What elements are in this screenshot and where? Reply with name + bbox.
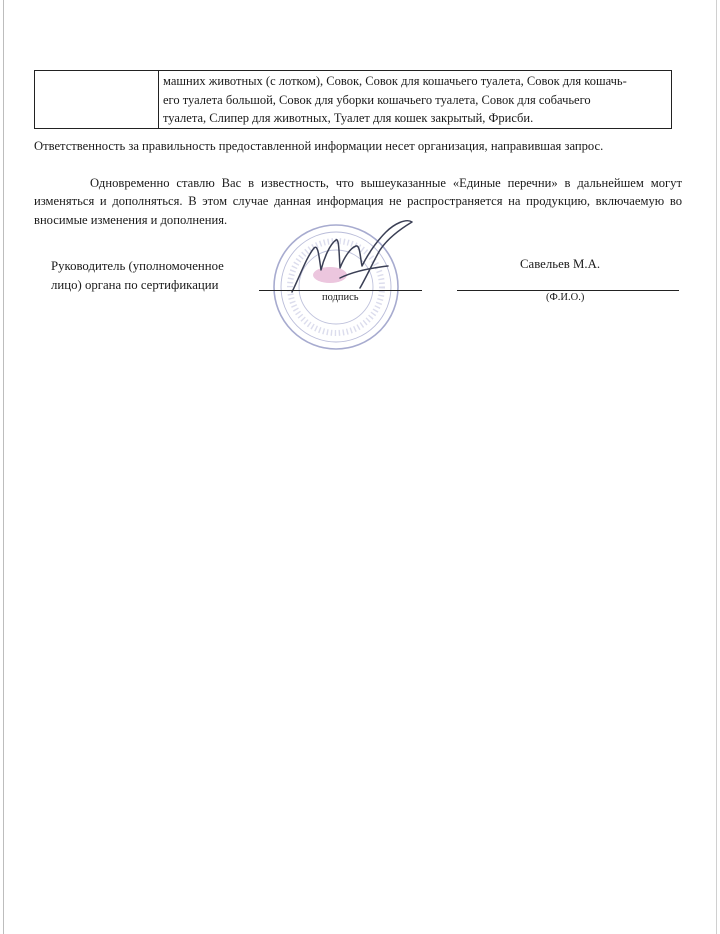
product-line: его туалета большой, Совок для уборки кошачьего туалета, Совок для собачьего: [163, 92, 591, 107]
scan-left-edge: [3, 0, 4, 934]
signature-line: [259, 290, 422, 291]
table-cell-empty: [35, 71, 159, 129]
table-row: [35, 71, 672, 129]
scan-right-edge: [716, 0, 717, 934]
name-caption: (Ф.И.О.): [546, 292, 585, 303]
signature-caption: подпись: [322, 292, 359, 303]
table-cell-products: [159, 71, 672, 129]
signature-stroke: [292, 221, 412, 292]
name-line: [457, 290, 679, 291]
signatory-name: Савельев М.А.: [520, 257, 601, 271]
signatory-role-line: Руководитель (уполномоченное: [51, 259, 224, 273]
product-line: машних животных (с лотком), Совок, Совок для кошачьего туалета, Совок для кошачь-: [163, 74, 627, 88]
product-line: туалета, Слипер для животных, Туалет для кошек закрытый, Фрисби.: [163, 111, 534, 126]
responsibility-paragraph: Ответственность за правильность предоставленной информации несет организация, направившая запрос.: [34, 139, 604, 153]
notice-text: Одновременно ставлю Вас в известность, что вышеуказанные «Единые перечни» в дальнейшем могут изменяться и дополняться. В этом случае данная информация не распространяется на продукцию, включаемую во вносимые изменения и дополнения.: [34, 176, 682, 227]
product-table: [34, 70, 672, 129]
signatory-role-line: лицо) органа по сертификации: [51, 277, 219, 292]
signatory-role: [51, 257, 224, 294]
